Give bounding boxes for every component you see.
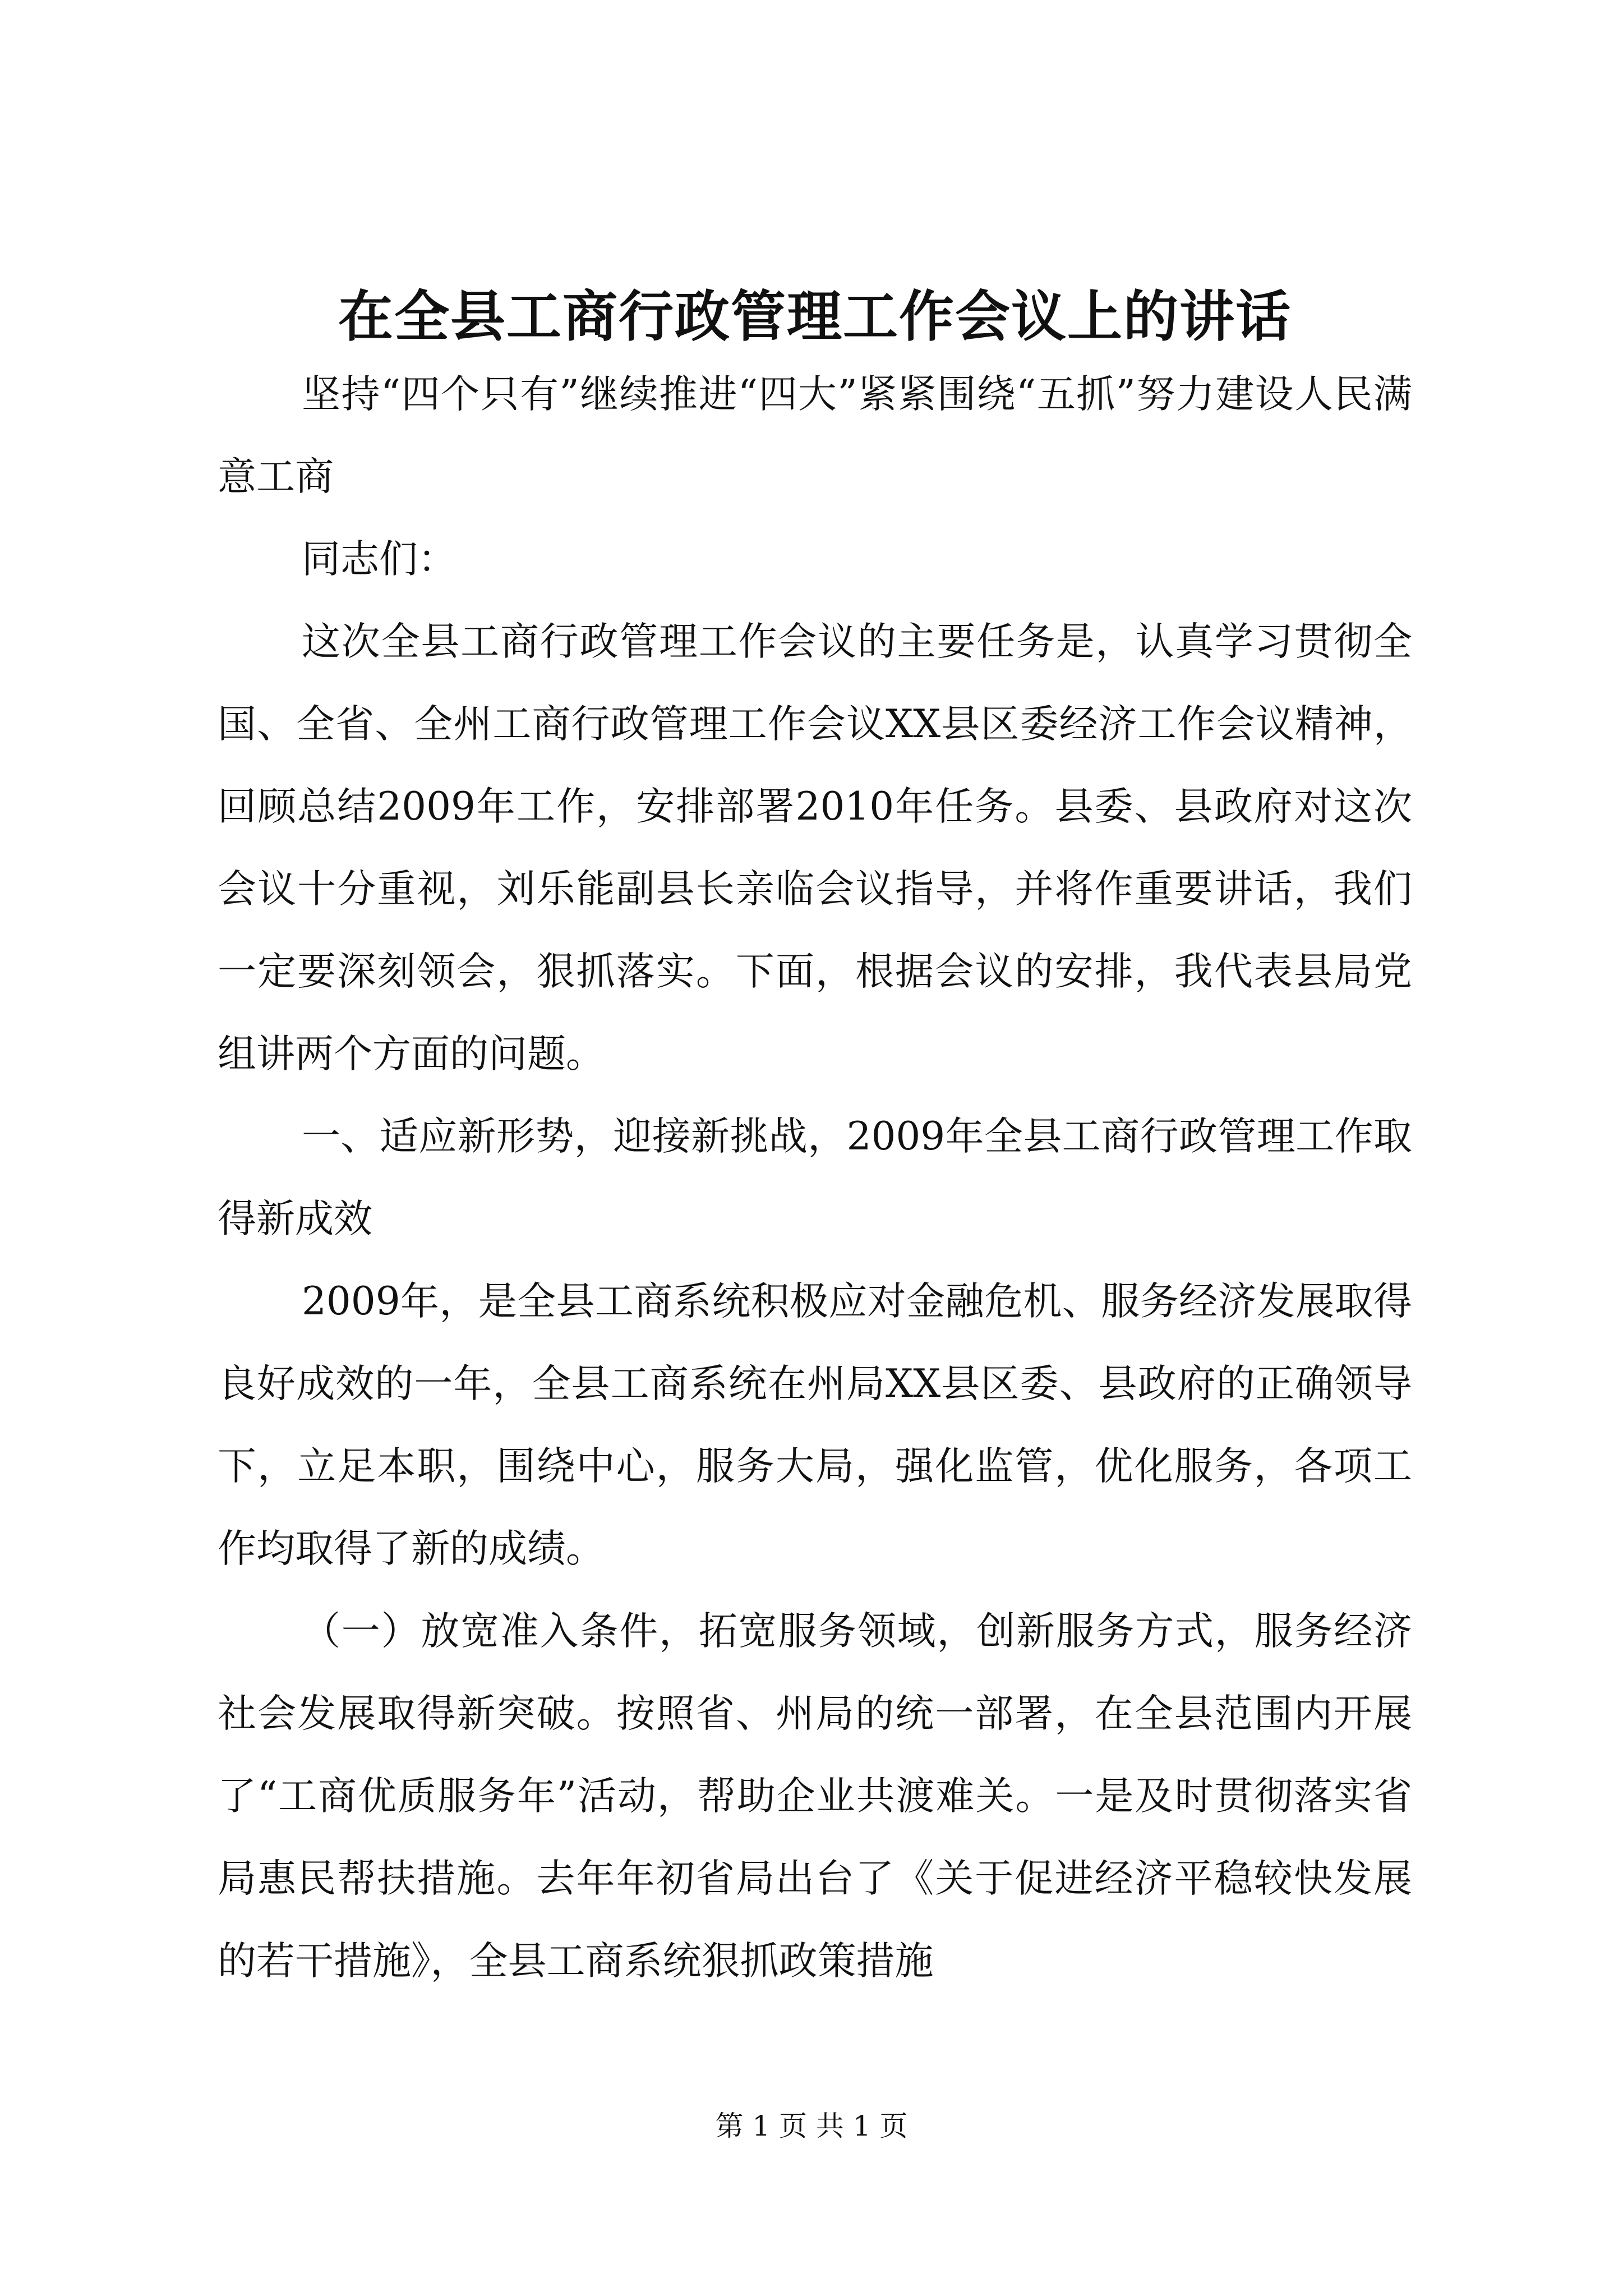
subtitle-paragraph: 坚持“四个只有”继续推进“四大”紧紧围绕“五抓”努力建设人民满意工商 [218,372,1412,499]
body-paragraph: （一）放宽准入条件，拓宽服务领域，创新服务方式，服务经济社会发展取得新突破。按照省、州局的统一部署，在全县范围内开展了“工商优质服务年”活动，帮助企业共渡难关。一是及时贯彻落实省局惠民帮扶措施。去年年初省局出台了《关于促进经济平稳较快发展的若干措施》，全县工商系统狠抓政策措施 [218,1609,1412,1984]
page-number-footer: 第 1 页 共 1 页 [715,2110,908,2142]
body-paragraph: 这次全县工商行政管理工作会议的主要任务是，认真学习贯彻全国、全省、全州工商行政管理工作会议XX县区委经济工作会议精神，回顾总结2009年工作，安排部署2010年任务。县委、县政府对这次会议十分重视，刘乐能副县长亲临会议指导，并将作重要讲话，我们一定要深刻领会，狠抓落实。下面，根据会议的安排，我代表县局党组讲两个方面的问题。 [218,619,1412,1076]
document-title: 在全县工商行政管理工作会议上的讲话 [338,284,1292,349]
document-body [218,280,1412,2003]
salutation-paragraph: 同志们： [302,537,457,582]
body-paragraph: 2009年，是全县工商系统积极应对金融危机、服务经济发展取得良好成效的一年，全县工商系统在州局XX县区委、县政府的正确领导下，立足本职，围绕中心，服务大局，强化监管，优化服务，各项工作均取得了新的成绩。 [218,1279,1412,1571]
section-heading: 一、适应新形势，迎接新挑战，2009年全县工商行政管理工作取得新成效 [218,1114,1412,1241]
